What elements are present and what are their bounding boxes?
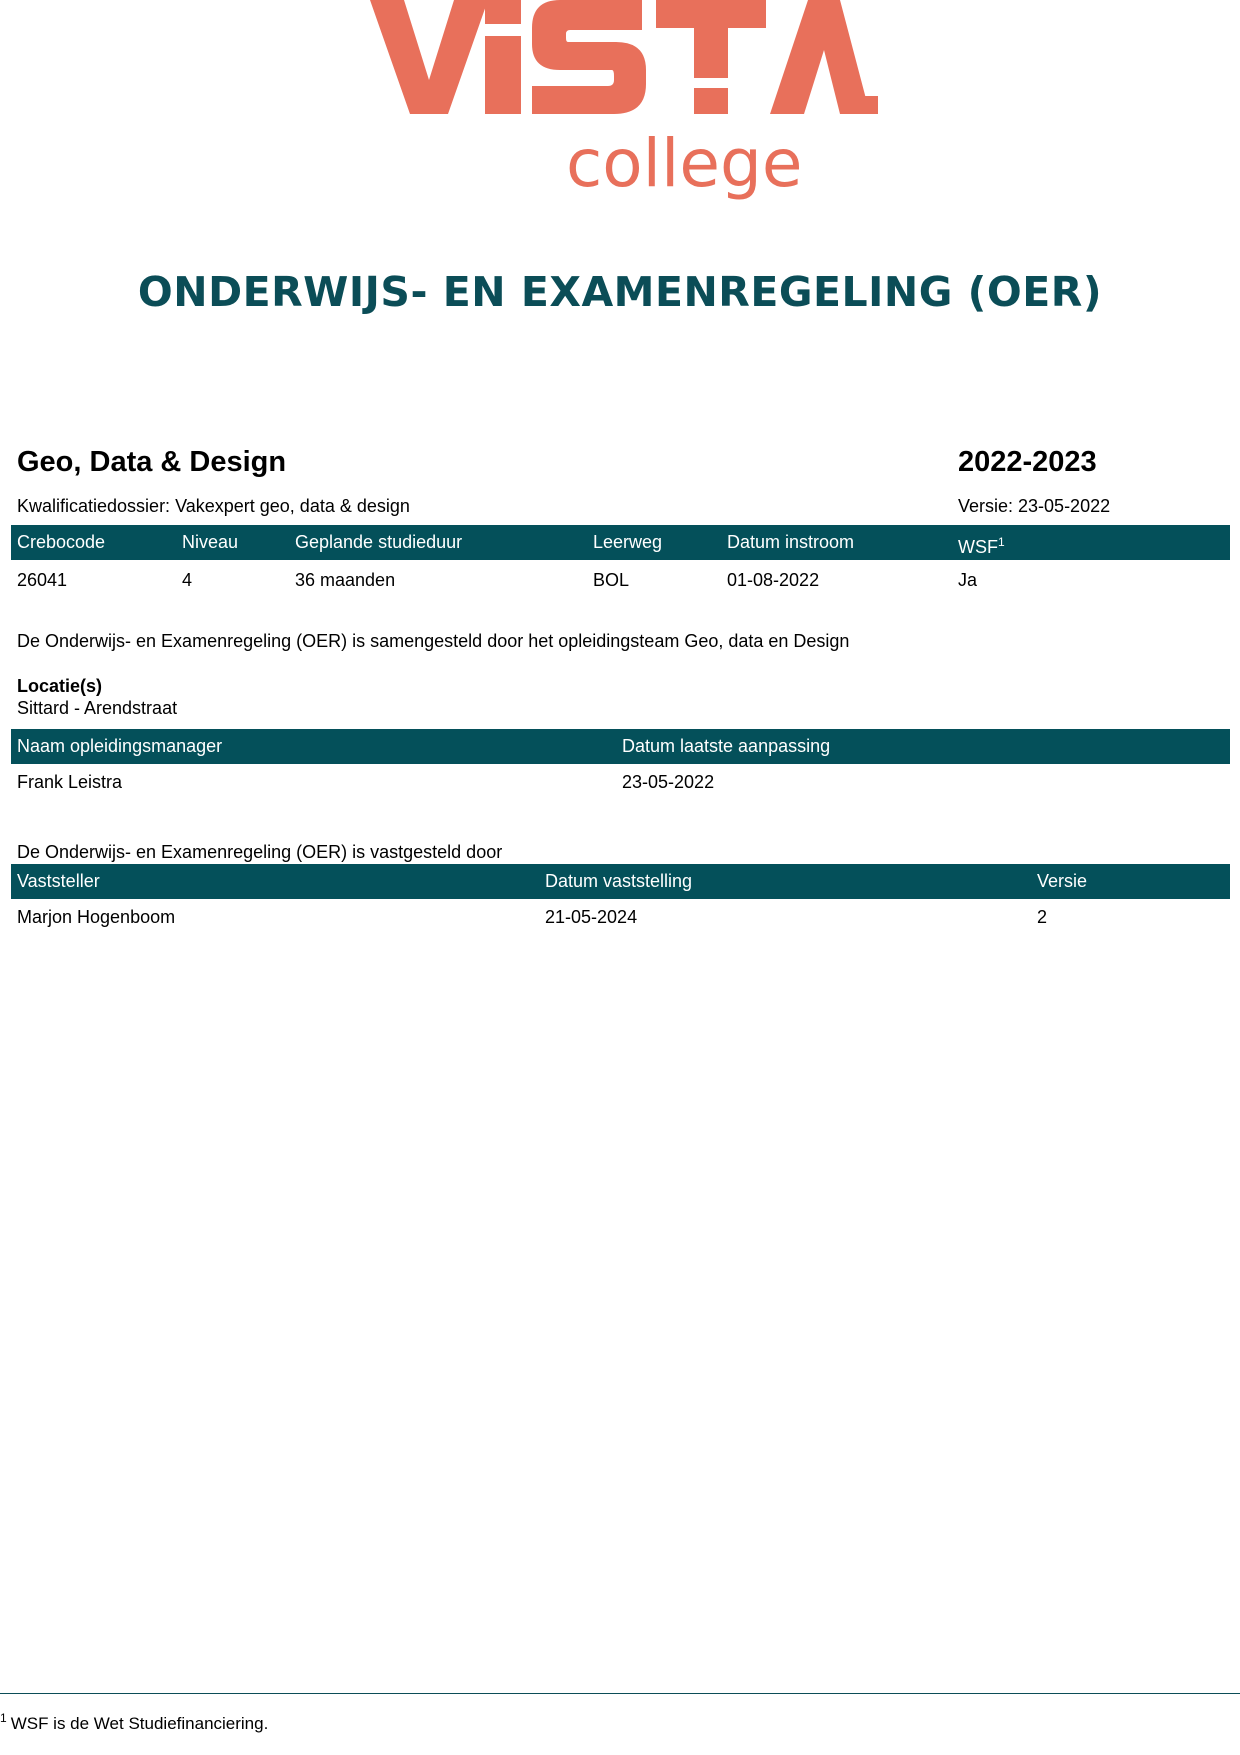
header-datum-aanpassing: Datum laatste aanpassing <box>622 736 831 756</box>
header-crebocode: Crebocode <box>17 532 106 552</box>
header-niveau: Niveau <box>182 532 239 552</box>
wsf-value: Ja <box>958 570 978 590</box>
header-datum-instroom: Datum instroom <box>727 532 855 552</box>
last-modified-value: 23-05-2022 <box>622 772 715 792</box>
manager-name-value: Frank Leistra <box>17 772 123 792</box>
location-value: Sittard - Arendstraat <box>17 698 178 718</box>
program-name: Geo, Data & Design <box>17 446 287 478</box>
school-year: 2022-2023 <box>958 446 1097 478</box>
niveau-value: 4 <box>182 570 193 590</box>
vaststeller-value: Marjon Hogenboom <box>17 907 176 927</box>
leerweg-value: BOL <box>593 570 630 590</box>
logo-sub-text: college <box>566 125 803 202</box>
adopted-by-text: De Onderwijs- en Examenregeling (OER) is vastgesteld door <box>17 842 503 862</box>
footnote-divider <box>0 1693 1240 1694</box>
location-label: Locatie(s) <box>17 676 103 696</box>
table-row <box>11 900 1230 935</box>
table-row <box>11 563 1230 598</box>
header-vaststeller: Vaststeller <box>17 871 100 891</box>
vista-college-logo <box>370 0 880 205</box>
studieduur-value: 36 maanden <box>295 570 396 590</box>
versie-value: 2 <box>1037 907 1048 927</box>
wsf-footnote-ref: 1 <box>998 535 1005 549</box>
header-opleidingsmanager: Naam opleidingsmanager <box>17 736 223 756</box>
header-wsf <box>958 525 1005 565</box>
footnote-text: WSF is de Wet Studiefinanciering. <box>10 1714 269 1733</box>
header-studieduur: Geplande studieduur <box>295 532 463 552</box>
manager-table-header <box>11 729 1230 764</box>
adoption-table-header <box>11 864 1230 899</box>
wsf-label: WSF <box>958 537 998 557</box>
program-table-header <box>11 525 1230 560</box>
header-versie: Versie <box>1037 871 1088 891</box>
table-row <box>11 765 1230 800</box>
qualification-dossier: Kwalificatiedossier: Vakexpert geo, data & design <box>17 496 410 516</box>
header-leerweg: Leerweg <box>593 532 663 552</box>
crebocode-value: 26041 <box>17 570 68 590</box>
datum-vaststelling-value: 21-05-2024 <box>545 907 638 927</box>
footnote <box>0 1711 268 1734</box>
datum-instroom-value: 01-08-2022 <box>727 570 820 590</box>
header-datum-vaststelling: Datum vaststelling <box>545 871 693 891</box>
composed-by-text: De Onderwijs- en Examenregeling (OER) is samengesteld door het opleidingsteam Geo, data en Design <box>17 631 850 651</box>
document-version: Versie: 23-05-2022 <box>958 496 1111 516</box>
footnote-number: 1 <box>0 1711 7 1725</box>
document-title: ONDERWIJS- EN EXAMENREGELING (OER) <box>137 268 1103 316</box>
